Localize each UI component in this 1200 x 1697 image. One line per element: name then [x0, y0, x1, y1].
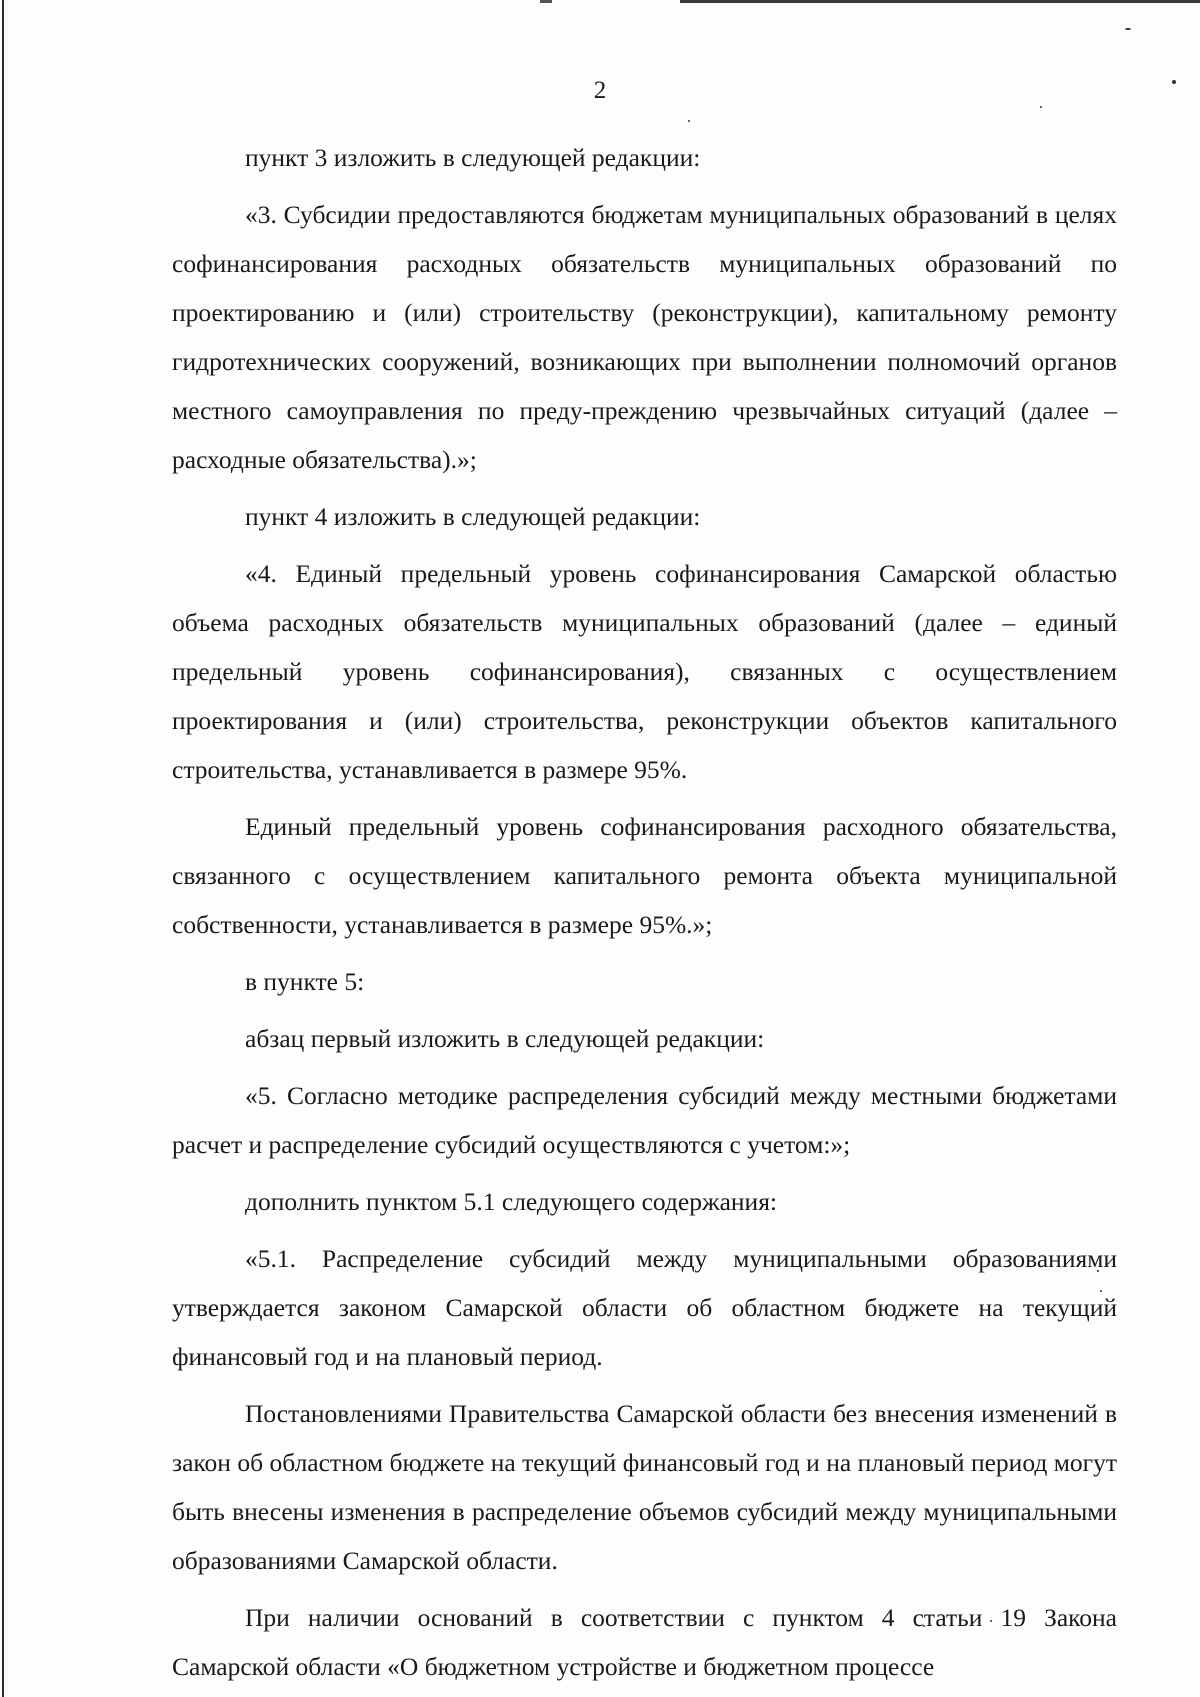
paragraph: абзац первый изложить в следующей редакции: — [245, 1024, 765, 1053]
paragraph: Постановлениями Правительства Самарской области без внесения изменений в закон об областном бюджете на текущий финансовый год и на плановый период могут быть внесены изменения в распределение объемов субсидий между муниципальными образованиями Самарской области. — [172, 1399, 1117, 1575]
scan-edge-left — [2, 0, 4, 1697]
paragraph: «5.1. Распределение субсидий между муниципальными образованиями утверждается законом Самарской области об областном бюджете на текущий финансовый год и на плановый период. — [172, 1244, 1117, 1371]
paragraph: «5. Согласно методике распределения субсидий между местными бюджетами расчет и распределение субсидий осуществляются с учетом:»; — [172, 1081, 1117, 1159]
paragraph: пункт 3 изложить в следующей редакции: — [245, 143, 701, 172]
paragraph: Единый предельный уровень софинансирования расходного обязательства, связанного с осуществлением капитального ремонта объекта муниципальной собственности, устанавливается в размере 95%.»; — [172, 812, 1117, 939]
scan-edge-top — [680, 0, 1200, 3]
paragraph: в пункте 5: — [245, 967, 365, 996]
paragraph: «4. Единый предельный уровень софинансирования Самарской областью объема расходных обязательств муниципальных образований (далее – единый предельный уровень софинансирования), связанных с осуществлением проектирования и (или) строительства, реконструкции объектов капитального строительства, устанавливается в размере 95%. — [172, 559, 1117, 784]
document-body — [172, 133, 1117, 1691]
scan-speck — [1125, 28, 1131, 30]
paragraph: При наличии оснований в соответствии с пунктом 4 статьи 19 Закона Самарской области «О бюджетном устройстве и бюджетном процессе — [172, 1603, 1117, 1681]
scan-mark-top — [540, 0, 552, 3]
paragraph: дополнить пунктом 5.1 следующего содержания: — [245, 1187, 778, 1216]
paragraph: пункт 4 изложить в следующей редакции: — [245, 502, 701, 531]
scan-speck — [1040, 106, 1042, 108]
scan-speck — [688, 120, 690, 122]
paragraph: «3. Субсидии предоставляются бюджетам муниципальных образований в целях софинансирования расходных обязательств муниципальных образований по проектированию и (или) строительству (реконструкции), капитальному ремонту гидротехнических сооружений, возникающих при выполнении полномочий органов местного самоуправления по преду-преждению чрезвычайных ситуаций (далее – расходные обязательства).»; — [172, 200, 1117, 474]
page-number: 2 — [593, 77, 607, 104]
